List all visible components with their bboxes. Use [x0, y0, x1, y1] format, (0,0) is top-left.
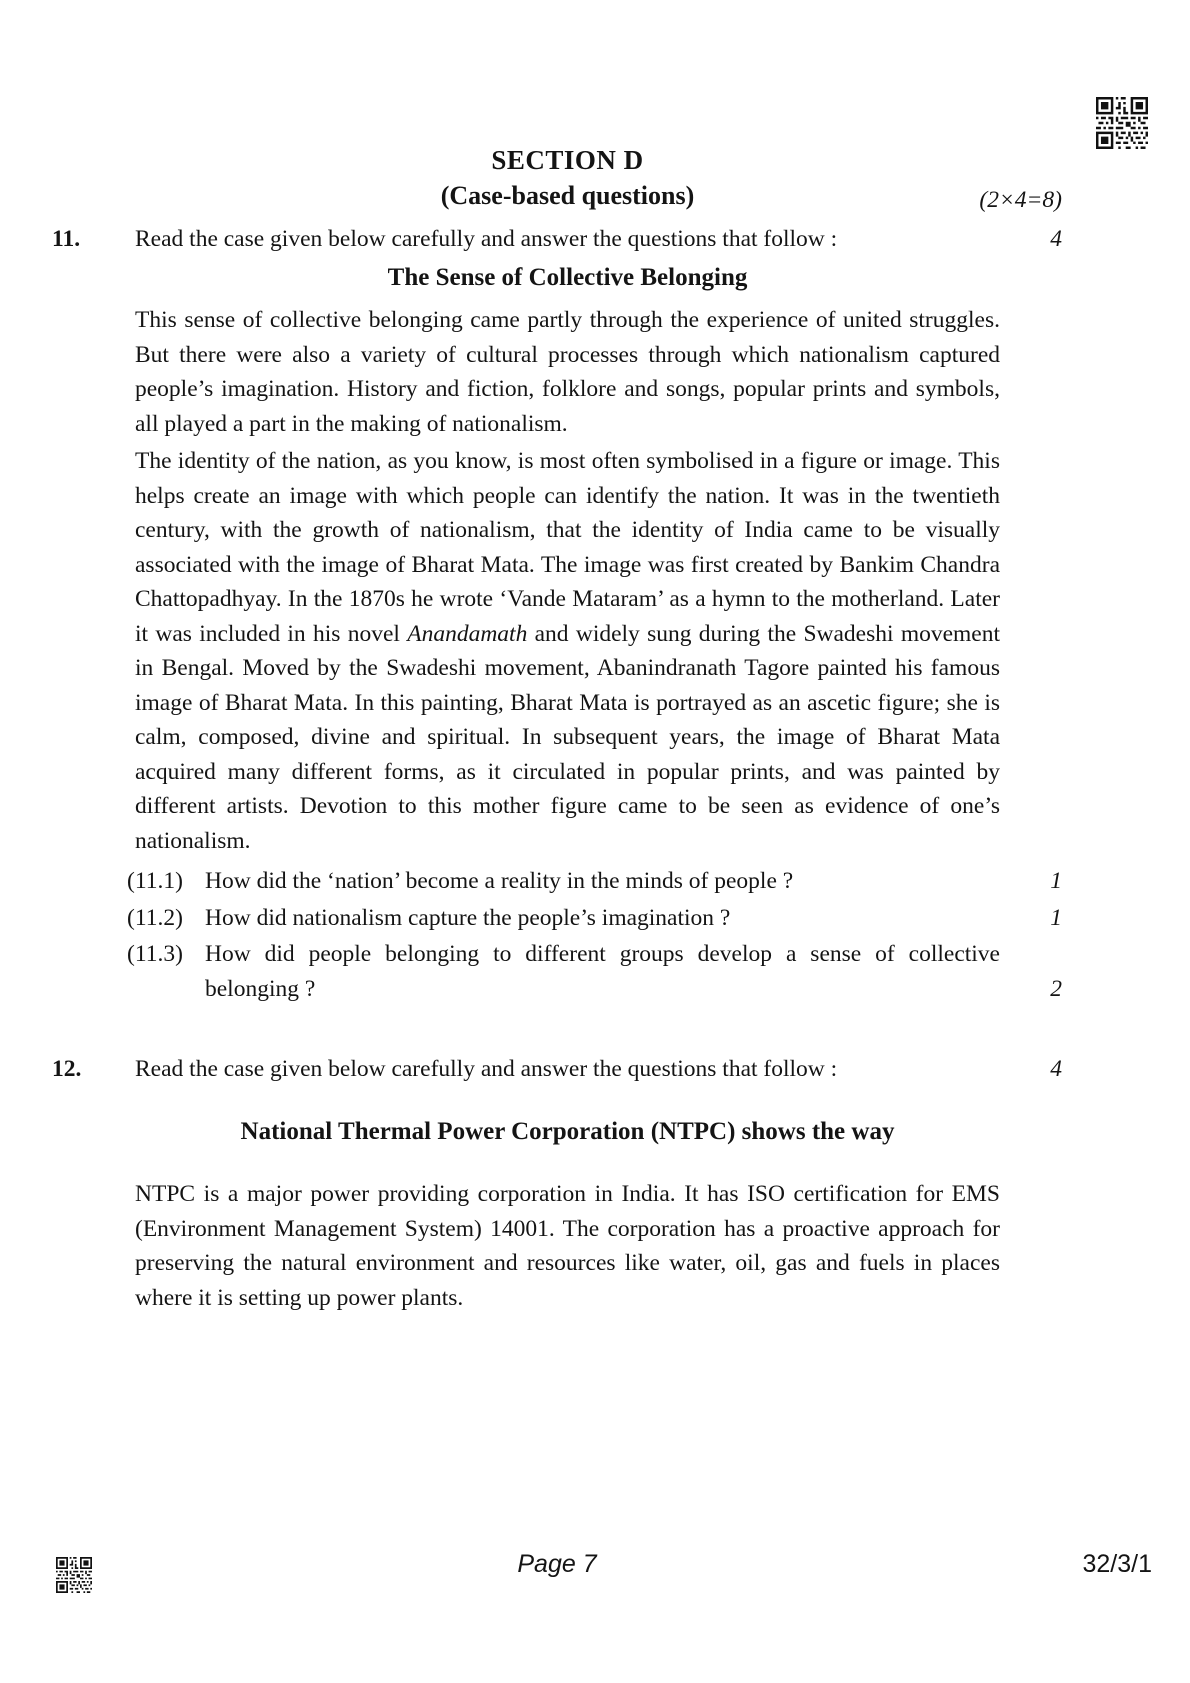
spacer [52, 901, 135, 936]
question-prompt: Read the case given below carefully and answer the questions that follow : [135, 1056, 838, 1082]
question-12-prompt-row [52, 1052, 1062, 1087]
sub-question [127, 937, 1000, 1006]
case-paragraph-1: This sense of collective belonging came partly through the experience of united struggles. But there were also a variety of cultural processes through which nationalism captured people’s imagination. History and fiction, folklore and songs, popular prints and symbols, all played a part in the making of nationalism. [135, 307, 1000, 437]
case-paragraph: NTPC is a major power providing corporation in India. It has ISO certification for EMS (Environment Management System) 14001. The corporation has a proactive approach for preserving the natural environment and resources like water, oil, gas and fuels in places where it is setting up power plants. [135, 1181, 1000, 1311]
sub-question-row [52, 937, 1062, 1006]
spacer [52, 864, 135, 899]
section-subtitle-row [52, 180, 1062, 212]
sub-question-label: (11.1) [127, 868, 183, 894]
sub-question-list [52, 864, 1062, 1006]
sub-question-text: How did the ‘nation’ become a reality in the minds of people ? [205, 868, 794, 894]
paper-code: 32/3/1 [1082, 1550, 1152, 1578]
sub-question-marks: 2 [1050, 975, 1062, 1002]
sub-question-text: How did nationalism capture the people’s imagination ? [205, 904, 731, 931]
case-paragraph-2 [135, 444, 1000, 858]
page-content [52, 140, 1062, 1315]
sub-question-marks: 1 [1050, 868, 1062, 894]
sub-question-label: (11.2) [127, 904, 183, 931]
question-marks: 4 [1050, 1056, 1062, 1082]
sub-question [127, 864, 1000, 899]
sub-question-text: How did people belonging to different groups develop a sense of collective belonging ? [205, 941, 1000, 1002]
section-title: SECTION D [491, 145, 644, 175]
page-footer [52, 1548, 1152, 1594]
question-number: 11. [52, 226, 81, 252]
question-prompt: Read the case given below carefully and answer the questions that follow : [135, 226, 838, 252]
question-11-prompt-row [52, 222, 1062, 257]
qr-code-icon [1096, 96, 1148, 150]
question-marks: 4 [1050, 226, 1062, 252]
qr-code-icon [56, 1556, 92, 1594]
case-paragraph-2-text: The identity of the nation, as you know, is most often symbolised in a figure or image. This helps create an image with which people can identify the nation. It was in the twentieth century, with the growth of nationalism, that the identity of India came to be visually associated with the image of Bharat Mata. The image was first created by Bankim Chandra Chattopadhyay. In the 1870s he wrote ‘Vande Mataram’ as a hymn to the motherland. Later it was included in his novel [135, 448, 1000, 647]
question-number: 12. [52, 1056, 82, 1082]
spacer [52, 937, 135, 1006]
case-title: National Thermal Power Corporation (NTPC) shows the way [240, 1117, 895, 1145]
book-title-italic: Anandamath [407, 620, 528, 647]
sub-question [127, 901, 1000, 936]
sub-question-row [52, 901, 1062, 936]
sub-question-row [52, 864, 1062, 899]
section-subtitle: (Case-based questions) [440, 181, 695, 210]
section-marks-note: (2×4=8) [979, 187, 1062, 213]
case-title: The Sense of Collective Belonging [387, 263, 748, 291]
sub-question-label: (11.3) [127, 941, 183, 967]
case-paragraph-2-text-cont: and widely sung during the Swadeshi movement in Bengal. Moved by the Swadeshi movement, Abanindranath Tagore painted his famous image of Bharat Mata. In this painting, Bharat Mata is portrayed as an ascetic figure; she is calm, composed, divine and spiritual. In subsequent years, the image of Bharat Mata acquired many different forms, as it circulated in popular prints, and was painted by different artists. Devotion to this mother figure came to be seen as evidence of one’s nationalism. [135, 620, 1001, 854]
page-number: Page 7 [517, 1550, 597, 1578]
sub-question-marks: 1 [1050, 904, 1062, 931]
